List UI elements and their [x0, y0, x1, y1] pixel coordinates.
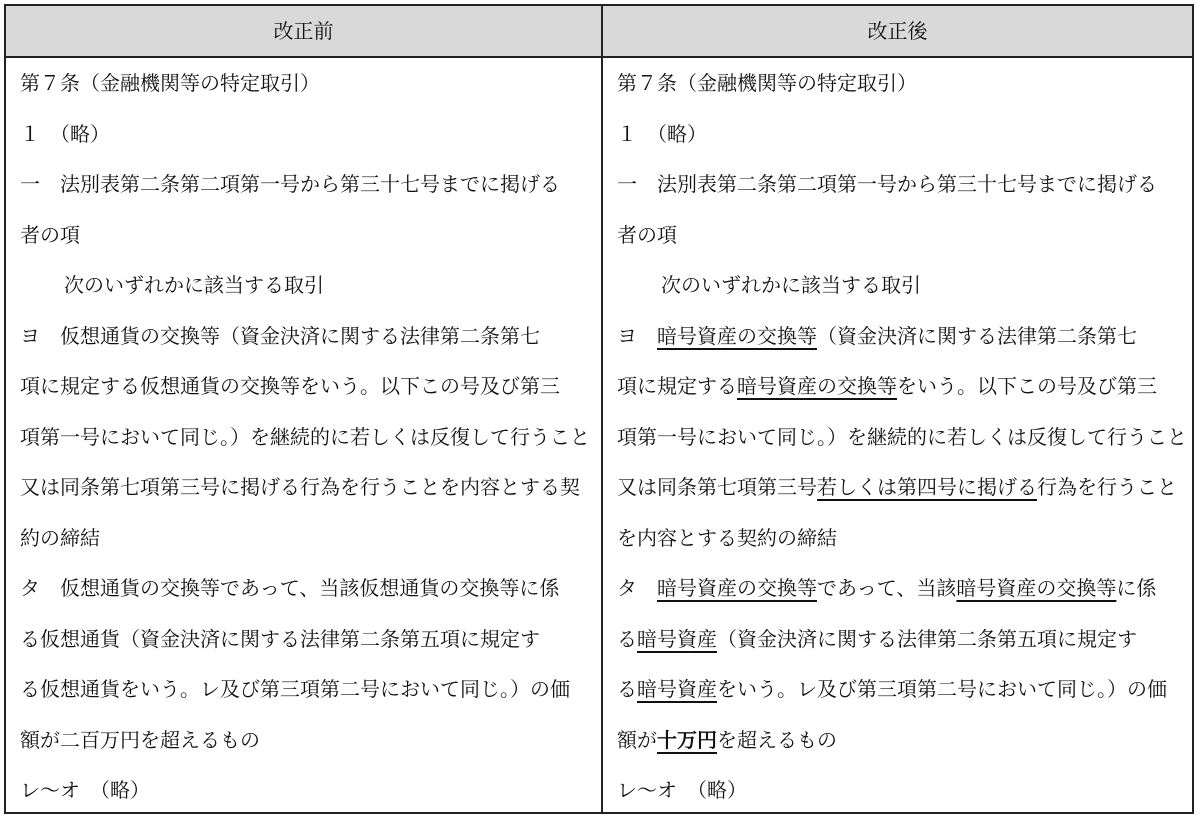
- text-line: [617, 311, 1187, 362]
- text-segment: 又は同条第七項第三号: [617, 475, 817, 499]
- text-segment: 項に規定する仮想通貨の交換等をいう。以下この号及び第三: [20, 374, 560, 398]
- text-line: [20, 159, 595, 210]
- text-line: [617, 260, 1187, 311]
- text-segment: 第７条（金融機関等の特定取引）: [20, 71, 320, 95]
- text-segment: 額が: [617, 727, 657, 752]
- text-segment: 次のいずれかに該当する取引: [661, 273, 921, 297]
- text-segment: ヨ: [617, 323, 657, 348]
- text-segment: （資金決済に関する法律第二条第七: [817, 323, 1137, 348]
- column-after: [617, 58, 1187, 816]
- amended-text: 暗号資産の交換等: [657, 323, 817, 348]
- header-after: 改正後: [867, 19, 928, 43]
- text-segment: 第７条（金融機関等の特定取引）: [617, 71, 917, 95]
- text-line: [617, 715, 1187, 766]
- text-line: [20, 109, 595, 160]
- amended-text: 若しくは第四号に掲げる: [817, 475, 1037, 499]
- text-line: [20, 715, 595, 766]
- table-header-row: [6, 6, 1192, 58]
- text-line: [617, 664, 1187, 715]
- text-line: [20, 513, 595, 564]
- amended-text: 暗号資産の交換等: [657, 576, 817, 600]
- amended-text: 暗号資産: [637, 677, 717, 701]
- text-segment: 項第一号において同じ。）を継続的に若しくは反復して行うこと: [20, 424, 590, 449]
- text-segment: る: [617, 677, 637, 701]
- text-line: [20, 412, 595, 463]
- text-segment: 者の項: [617, 222, 677, 247]
- text-segment: 次のいずれかに該当する取引: [64, 273, 324, 297]
- text-line: [20, 614, 595, 665]
- text-line: [617, 58, 1187, 109]
- text-line: [617, 513, 1187, 564]
- text-line: [617, 361, 1187, 412]
- text-segment: １ （略）: [617, 121, 707, 146]
- amended-text: 暗号資産: [637, 626, 717, 651]
- column-divider: [601, 6, 603, 812]
- text-segment: ヨ 仮想通貨の交換等（資金決済に関する法律第二条第七: [20, 323, 540, 348]
- text-segment: を超えるもの: [717, 727, 837, 752]
- text-line: [20, 58, 595, 109]
- text-segment: 額が二百万円を超えるもの: [20, 727, 260, 752]
- text-line: [20, 361, 595, 412]
- text-segment: 一 法別表第二条第二項第一号から第三十七号までに掲げる: [617, 172, 1157, 196]
- text-segment: る: [617, 626, 637, 651]
- amended-text: 暗号資産の交換等: [956, 576, 1117, 600]
- text-line: [617, 210, 1187, 261]
- text-segment: （資金決済に関する法律第二条第五項に規定す: [717, 626, 1137, 651]
- text-segment: る仮想通貨（資金決済に関する法律第二条第五項に規定す: [20, 626, 540, 651]
- text-segment: 一 法別表第二条第二項第一号から第三十七号までに掲げる: [20, 172, 560, 196]
- text-segment: をいう。以下この号及び第三: [897, 374, 1157, 398]
- text-segment: 項第一号において同じ。）を継続的に若しくは反復して行うこと: [617, 424, 1187, 449]
- text-line: [20, 260, 595, 311]
- text-segment: 又は同条第七項第三号に掲げる行為を行うことを内容とする契: [20, 475, 580, 499]
- text-segment: レ～オ （略）: [20, 778, 150, 802]
- text-segment: レ～オ （略）: [617, 778, 747, 802]
- text-line: [20, 664, 595, 715]
- text-line: [617, 563, 1187, 614]
- text-segment: タ: [617, 576, 657, 600]
- text-segment: 行為を行うこと: [1037, 475, 1177, 499]
- comparison-table: [4, 4, 1194, 814]
- text-segment: であって、当該: [817, 576, 957, 600]
- amended-text: 暗号資産の交換等: [737, 374, 897, 398]
- text-line: [617, 412, 1187, 463]
- text-segment: 項に規定する: [617, 374, 737, 398]
- text-line: [20, 311, 595, 362]
- text-segment: 者の項: [20, 222, 80, 247]
- text-line: [617, 765, 1187, 816]
- text-segment: を内容とする契約の締結: [617, 525, 837, 550]
- text-segment: １ （略）: [20, 121, 110, 146]
- text-line: [20, 462, 595, 513]
- text-segment: をいう。レ及び第三項第二号において同じ。）の価: [717, 677, 1167, 701]
- text-line: [617, 462, 1187, 513]
- header-before: 改正前: [273, 19, 334, 43]
- amended-text: 十万円: [657, 727, 717, 752]
- column-before: [20, 58, 595, 816]
- text-line: [617, 109, 1187, 160]
- text-line: [20, 765, 595, 816]
- text-segment: 約の締結: [20, 525, 100, 550]
- text-line: [20, 210, 595, 261]
- text-segment: タ 仮想通貨の交換等であって、当該仮想通貨の交換等に係: [20, 576, 560, 600]
- text-line: [20, 563, 595, 614]
- text-segment: る仮想通貨をいう。レ及び第三項第二号において同じ。）の価: [20, 677, 570, 701]
- text-segment: に係: [1116, 576, 1157, 600]
- text-line: [617, 159, 1187, 210]
- text-line: [617, 614, 1187, 665]
